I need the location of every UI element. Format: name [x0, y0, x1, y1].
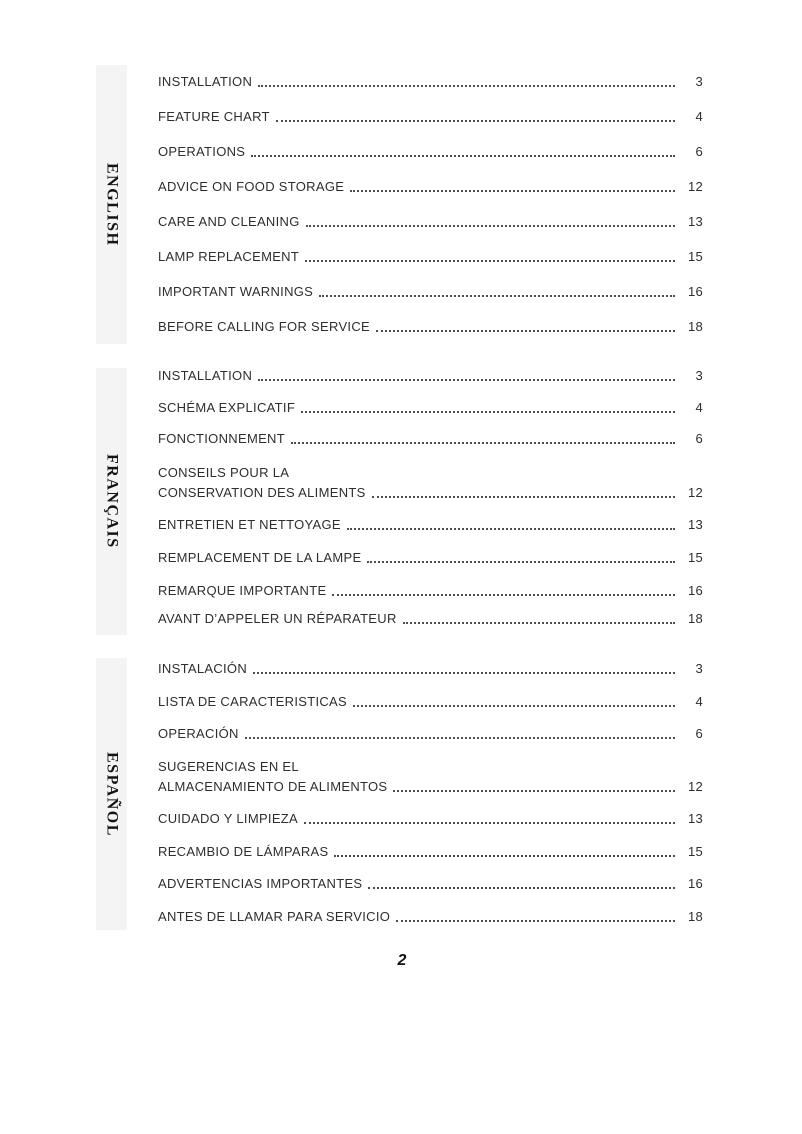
toc-entry-page: 3: [695, 367, 703, 383]
toc-entry-page: 15: [687, 248, 703, 264]
dot-leader: [353, 705, 675, 707]
toc-entry-label: SCHÉMA EXPLICATIF: [158, 399, 296, 415]
toc-entry-page: 15: [687, 549, 703, 565]
toc-entry-label: LISTA DE CARACTERISTICAS: [158, 693, 347, 709]
toc-entry-page: 3: [695, 660, 703, 676]
toc-entry-page: 4: [695, 108, 703, 124]
dot-leader: [319, 295, 675, 297]
toc-entry-label: OPERATIONS: [158, 143, 246, 159]
toc-entry: [158, 723, 703, 743]
toc-entry-label: CONSERVATION DES ALIMENTS: [158, 484, 366, 500]
toc-entry: [158, 906, 703, 926]
toc-entry-label: BEFORE CALLING FOR SERVICE: [158, 318, 370, 334]
toc-entry-line1: [158, 756, 703, 776]
toc-entry: [158, 397, 703, 417]
toc-entry-label: CARE AND CLEANING: [158, 213, 300, 229]
toc-entry-page: 13: [687, 213, 703, 229]
toc-entry-label: FONCTIONNEMENT: [158, 430, 285, 446]
toc-entry: [158, 428, 703, 448]
dot-leader: [253, 672, 675, 674]
toc-entry-page: 6: [695, 725, 703, 741]
toc-entry-page: 16: [687, 582, 703, 598]
toc-entry-label: LAMP REPLACEMENT: [158, 248, 300, 264]
toc-entry-page: 4: [695, 399, 703, 415]
toc-entry-page: 16: [687, 875, 703, 891]
toc-entry-label: IMPORTANT WARNINGS: [158, 283, 314, 299]
toc-entry: [158, 106, 703, 126]
toc-entry-page: 18: [687, 318, 703, 334]
toc-entry: [158, 365, 703, 385]
toc-entry-page: 12: [687, 178, 703, 194]
page-number: 2: [397, 952, 407, 969]
toc-entry-page: 12: [687, 484, 703, 500]
toc-entry-page: 6: [695, 430, 703, 446]
dot-leader: [306, 225, 675, 227]
dot-leader: [396, 920, 675, 922]
toc-entry-label: SUGERENCIAS EN EL: [158, 758, 299, 774]
dot-leader: [393, 790, 675, 792]
toc-entry-label: REMARQUE IMPORTANTE: [158, 582, 327, 598]
dot-leader: [291, 442, 675, 444]
toc-entry: [158, 281, 703, 301]
toc-entry: [158, 608, 703, 628]
dot-leader: [276, 120, 675, 122]
toc-entry-label: RECAMBIO DE LÁMPARAS: [158, 843, 329, 859]
dot-leader: [245, 737, 675, 739]
toc-entry: [158, 580, 703, 600]
toc-entry-page: 13: [687, 810, 703, 826]
dot-leader: [304, 822, 675, 824]
dot-leader: [403, 622, 675, 624]
toc-entry-label: ENTRETIEN ET NETTOYAGE: [158, 516, 341, 532]
dot-leader: [258, 85, 675, 87]
toc-entry-label: ANTES DE LLAMAR PARA SERVICIO: [158, 908, 391, 924]
dot-leader: [332, 594, 675, 596]
toc-entry-page: 15: [687, 843, 703, 859]
language-tab-espanol: [96, 658, 127, 930]
toc-section-espanol: [158, 650, 703, 926]
dot-leader: [305, 260, 675, 262]
toc-entry: [158, 841, 703, 861]
toc-entry-label: FEATURE CHART: [158, 108, 270, 124]
language-label-francais: FRANÇAIS: [103, 454, 121, 549]
language-label-english: ENGLISH: [103, 162, 121, 247]
toc-entry-label: INSTALLATION: [158, 73, 253, 89]
toc-entry-page: 6: [695, 143, 703, 159]
toc-entry: [158, 514, 703, 534]
dot-leader: [334, 855, 675, 857]
dot-leader: [347, 528, 675, 530]
toc-entry-label: ADVICE ON FOOD STORAGE: [158, 178, 345, 194]
toc-entry: [158, 141, 703, 161]
toc-section-francais: [158, 355, 703, 628]
dot-leader: [372, 496, 675, 498]
toc-entry: [158, 211, 703, 231]
dot-leader: [251, 155, 675, 157]
toc-section-english: [158, 60, 703, 336]
toc-entry: [158, 316, 703, 336]
language-tab-english: [96, 65, 127, 344]
toc-entry-label: INSTALACIÓN: [158, 660, 248, 676]
toc-entry-label: INSTALLATION: [158, 367, 253, 383]
toc-entry: [158, 547, 703, 567]
toc-entry: [158, 691, 703, 711]
toc-entry-page: 3: [695, 73, 703, 89]
toc-entry: [158, 808, 703, 828]
dot-leader: [301, 411, 675, 413]
toc-entry-label: CONSEILS POUR LA: [158, 464, 290, 480]
toc-entry-label: ADVERTENCIAS IMPORTANTES: [158, 875, 363, 891]
toc-entry-page: 13: [687, 516, 703, 532]
toc-entry: [158, 658, 703, 678]
toc-entry-page: 4: [695, 693, 703, 709]
language-tab-francais: [96, 368, 127, 635]
dot-leader: [258, 379, 675, 381]
toc-entry-label: REMPLACEMENT DE LA LAMPE: [158, 549, 362, 565]
toc-entry: [158, 246, 703, 266]
dot-leader: [368, 887, 675, 889]
toc-entry-label: OPERACIÓN: [158, 725, 239, 741]
toc-entry-label: AVANT D’APPELER UN RÉPARATEUR: [158, 610, 397, 626]
toc-entry-page: 12: [687, 778, 703, 794]
toc-entry: [158, 176, 703, 196]
dot-leader: [376, 330, 675, 332]
dot-leader: [350, 190, 675, 192]
dot-leader: [367, 561, 675, 563]
toc-entry-line2: [158, 776, 703, 796]
toc-entry-line1: [158, 462, 703, 482]
toc-entry-page: 18: [687, 908, 703, 924]
language-label-espanol: ESPAÑOL: [103, 751, 121, 837]
toc-entry: [158, 873, 703, 893]
toc-entry-line2: [158, 482, 703, 502]
toc-entry-label: CUIDADO Y LIMPIEZA: [158, 810, 299, 826]
toc-entry-page: 16: [687, 283, 703, 299]
toc-entry-label: ALMACENAMIENTO DE ALIMENTOS: [158, 778, 388, 794]
toc-entry-page: 18: [687, 610, 703, 626]
toc-entry: [158, 71, 703, 91]
